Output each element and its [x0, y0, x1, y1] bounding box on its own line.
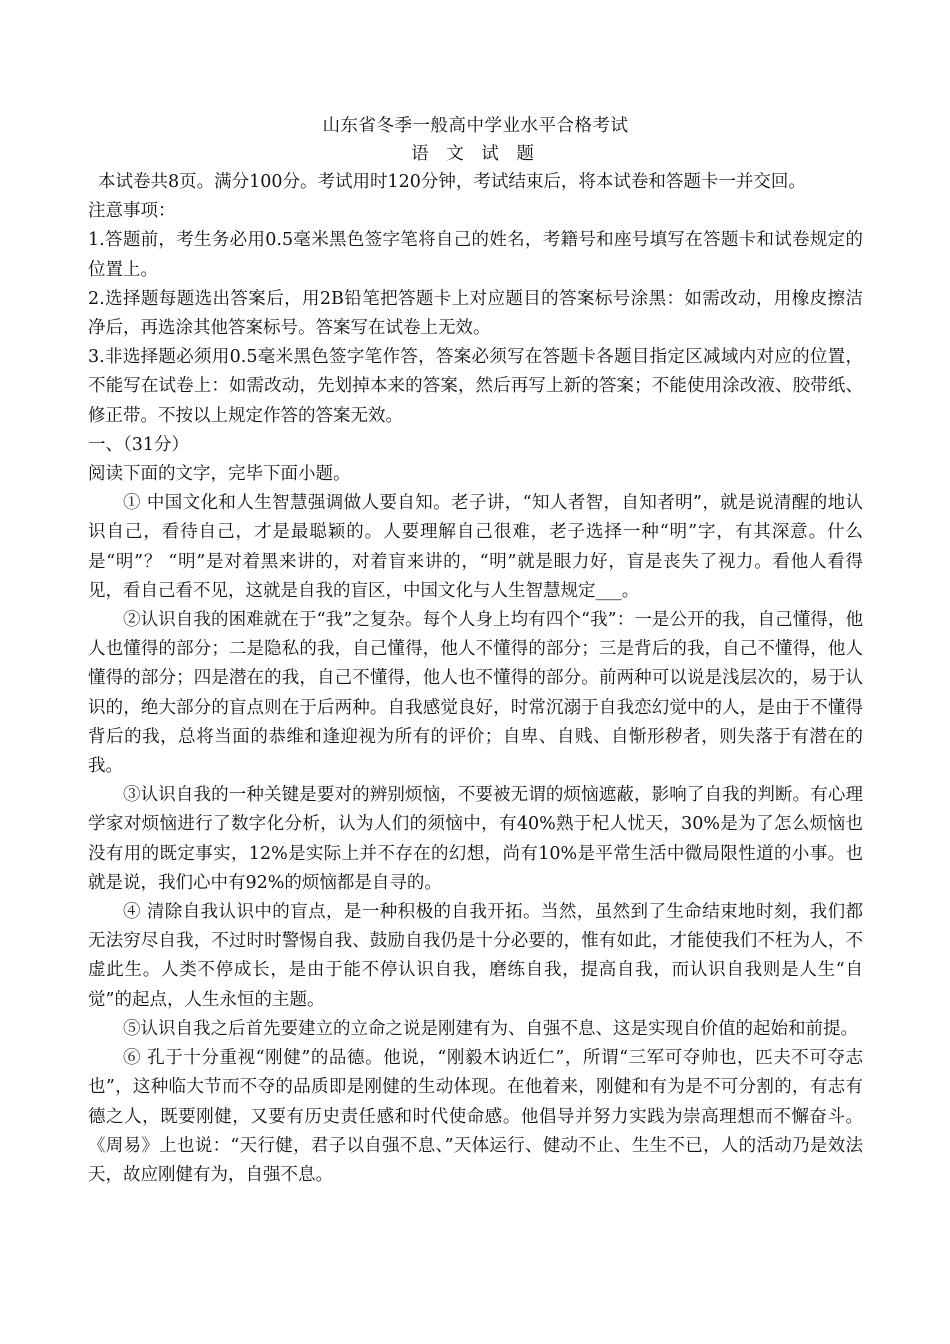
- exam-page: [88, 112, 863, 1190]
- passage-paragraph-3: ③认识自我的一种关键是要对的辨别烦恼，不要被无谓的烦恼遮蔽，影响了自我的判断。有心理学家对烦恼进行了数字化分析，认为人们的须恼中，有40%熟于杞人忧天，30%是为了怎么烦恼也没有用的既定事实，12%是实际上并不存在的幻想，尚有10%是平常生活中微局限性道的小事。也就是说，我们心中有92%的烦恼都是自寻的。: [88, 785, 863, 893]
- passage-paragraph-5: ⑤认识自我之后首先要建立的立命之说是刚建有为、自强不息、这是实现自价值的起始和前提。: [123, 1018, 858, 1039]
- passage-paragraph-1: ① 中国文化和人生智慧强调做人要自知。老子讲，“知人者智，自知者明”，就是说清醒的地认识自己，看待自己，才是最聪颖的。人要理解自己很难，老子选择一种“明”字，有其深意。什么是“明”？ “明”是对着黑来讲的，对着盲来讲的，“明”就是眼力好，盲是丧失了视力。看他人看得见，看自己看不见，这就是自我的盲区，中国文化与人生智慧规定___。: [88, 493, 863, 601]
- notice-item-1: 1.答题前，考生务必用0.5毫米黑色签字笔将自己的姓名，考籍号和座号填写在答题卡和试卷规定的位置上。: [88, 230, 863, 280]
- notice-item-2: 2.选择题每题选出答案后，用2B铅笔把答题卡上对应题目的答案标号涂黑：如需改动，用橡皮擦洁净后，再选涂其他答案标号。答案写在试卷上无效。: [88, 288, 863, 339]
- notice-item-3: 3.非选择题必须用0.5毫米黑色签字笔作答，答案必须写在答题卡各题目指定区减域内对应的位置，不能写在试卷上：如需改动，先划掉本来的答案，然后再写上新的答案；不能使用涂改液、胶带纸、修正带。不按以上规定作答的答案无效。: [88, 347, 863, 426]
- section-heading: 一、（31分）: [88, 434, 190, 455]
- exam-intro: 本试卷共8页。满分100分。考试用时120分钟，考试结束后，将本试卷和答题卡一并交回。: [98, 172, 806, 192]
- exam-subtitle: 语 文 试 题: [411, 144, 540, 164]
- notice-heading: 注意事项：: [88, 201, 176, 222]
- exam-title: 山东省冬季一般高中学业水平合格考试: [322, 116, 629, 136]
- passage-paragraph-4: ④ 清除自我认识中的盲点，是一种积极的自我开拓。当然，虽然到了生命结束地时刻，我们都无法穷尽自我，不过时时警惕自我、鼓励自我仍是十分必要的，惟有如此，才能使我们不枉为人，不虚此生。人类不停成长，是由于能不停认识自我，磨练自我，提高自我，而认识自我则是人生“自觉”的起点，人生永恒的主题。: [88, 902, 863, 1010]
- section-instruction: 阅读下面的文字，完毕下面小题。: [88, 464, 351, 485]
- passage-paragraph-2: ②认识自我的困难就在于“我”之复杂。每个人身上均有四个“我”：一是公开的我，自己懂得，他人也懂得的部分；二是隐私的我，自己懂得，他人不懂得的部分；三是背后的我，自己不懂得，他人懂得的部分；四是潜在的我，自己不懂得，他人也不懂得的部分。前两种可以说是浅层次的，易于认识的，绝大部分的盲点则在于后两种。自我感觉良好，时常沉溺于自我恋幻觉中的人，是由于不懂得背后的我，总将当面的恭维和逢迎视为所有的评价；自卑、自贱、自惭形秽者，则失落于有潜在的我。: [88, 610, 863, 777]
- passage-paragraph-6: ⑥ 孔于十分重视“刚健”的品德。他说，“刚毅木讷近仁”，所谓“三军可夺帅也，匹夫不可夺志也”，这种临大节而不夺的品质即是刚健的生动体现。在他着来，刚健和有为是不可分割的，有志有德之人，既要刚健，又要有历史责任感和时代使命感。他倡导并努力实践为崇高理想而不懈奋斗。《周易》上也说：“天行健，君子以自强不息、”天体运行、健动不止、生生不已，人的活动乃是效法天，故应刚健有为，自强不息。: [88, 1048, 863, 1185]
